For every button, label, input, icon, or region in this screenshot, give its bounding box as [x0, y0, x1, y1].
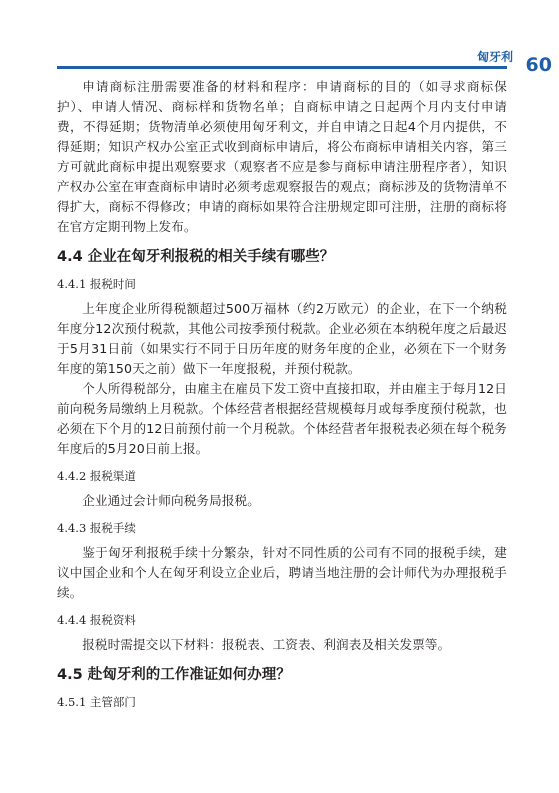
paragraph-tax-time-corporate: 上年度企业所得税额超过500万福林（约2万欧元）的企业，在下一个纳税年度分12次预付税款，其他公司按季预付税款。企业必须在本纳税年度之后最迟于5月31日前（如果实行不同于日历年度的财务年度的企业，必须在下一个财务年度的第150天之前）做下一年度报税，并预付税款。 [57, 301, 507, 376]
section-heading-4-5: 4.5 赴匈牙利的工作准证如何办理？ [57, 667, 291, 683]
subsection-heading-4-4-2: 4.4.2 报税渠道 [57, 469, 136, 483]
subsection-heading-4-4-4: 4.4.4 报税资料 [57, 613, 136, 627]
running-header-country: 匈牙利 [476, 50, 513, 64]
subsection-heading-4-4-1: 4.4.1 报税时间 [57, 277, 136, 291]
section-heading-4-4: 4.4 企业在匈牙利报税的相关手续有哪些？ [57, 249, 335, 265]
page-number: 60 [525, 54, 552, 76]
page-header [0, 0, 559, 80]
paragraph-trademark-procedure: 申请商标注册需要准备的材料和程序：申请商标的目的（如寻求商标保护）、申请人情况、商标样和货物名单；自商标申请之日起两个月内支付申请费，不得延期；货物清单必须使用匈牙利文，并自申请之日起4个月内提供，不得延期；知识产权办公室正式收到商标申请后，将公布商标申请相关内容，第三方可就此商标申提出观察要求（观察者不应是参与商标申请注册程序者），知识产权办公室在审查商标申请时必须考虑观察报告的观点；商标涉及的货物清单不得扩大，商标不得修改；申请的商标如果符合注册规定即可注册，注册的商标将在官方定期刊物上发布。 [57, 79, 507, 234]
subsection-heading-4-4-3: 4.4.3 报税手续 [57, 521, 136, 535]
header-rule [57, 66, 507, 69]
paragraph-tax-materials: 报税时需提交以下材料：报税表、工资表、利润表及相关发票等。 [82, 637, 451, 652]
paragraph-tax-channel: 企业通过会计师向税务局报税。 [82, 493, 260, 508]
paragraph-tax-time-personal: 个人所得税部分，由雇主在雇员下发工资中直接扣取，并由雇主于每月12日前向税务局缴纳上月税款。个体经营者根据经营规模每月或每季度预付税款，也必须在下个月的12日前预付前一个月税款。个体经营者年报税表必须在每个税务年度后的5月20日前上报。 [57, 381, 507, 456]
paragraph-tax-procedure: 鉴于匈牙利报税手续十分繁杂，针对不同性质的公司有不同的报税手续，建议中国企业和个人在匈牙利设立企业后，聘请当地注册的会计师代为办理报税手续。 [57, 545, 507, 600]
page-content [57, 77, 507, 717]
subsection-heading-4-5-1: 4.5.1 主管部门 [57, 695, 136, 709]
